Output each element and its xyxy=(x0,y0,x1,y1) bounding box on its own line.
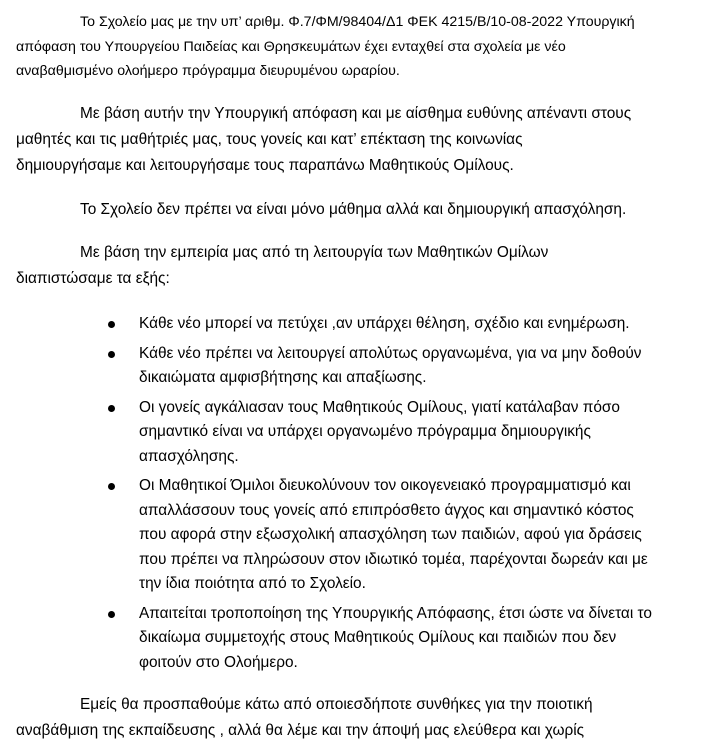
paragraph-line: δημιουργήσαμε και λειτουργήσαμε τους παραπάνω Μαθητικούς Ομίλους. xyxy=(16,157,514,174)
paragraph-line: διαπιστώσαμε τα εξής: xyxy=(16,270,170,287)
list-item xyxy=(0,474,720,597)
bullet-icon xyxy=(108,405,115,412)
list-item-line: Απαιτείται τροποποίηση της Υπουργικής Απόφασης, έτσι ώστε να δίνεται το xyxy=(139,604,652,622)
list-item xyxy=(0,602,720,676)
list-item-line: δικαιώματα αμφισβήτησης και απαξίωσης. xyxy=(139,369,427,386)
list-item-line: απασχόλησης. xyxy=(139,447,239,465)
paragraph-responsibility xyxy=(16,101,716,179)
list-item-line: που αφορά στην εξωσχολική απασχόληση των παιδιών, αφού για δράσεις xyxy=(139,526,642,543)
paragraph-line: Εμείς θα προσπαθούμε κάτω από οποιεσδήποτε συνθήκες για την ποιοτική xyxy=(80,696,593,713)
bullet-icon xyxy=(108,321,115,328)
paragraph-experience xyxy=(16,240,716,292)
paragraph-closing xyxy=(16,692,716,744)
paragraph-line: Με βάση την εμπειρία μας από τη λειτουργία των Μαθητικών Ομίλων xyxy=(80,244,549,261)
paragraph-line: απόφαση του Υπουργείου Παιδείας και Θρησκευμάτων έχει ενταχθεί στα σχολεία με νέο xyxy=(16,38,566,55)
list-item-line: Οι Μαθητικοί Όμιλοι διευκολύνουν τον οικογενειακό προγραμματισμό και xyxy=(139,477,631,494)
list-item xyxy=(0,396,720,470)
list-item-line: Κάθε νέο μπορεί να πετύχει ,αν υπάρχει θέληση, σχέδιο και ενημέρωση. xyxy=(139,315,630,332)
paragraph-line: Το Σχολείο μας με την υπ’ αριθμ. Φ.7/ΦΜ/98404/Δ1 ΦΕΚ 4215/Β/10-08-2022 Υπουργική xyxy=(80,14,635,30)
list-item-line: απαλλάσσουν τους γονείς από επιπρόσθετο άγχος και σημαντικό κόστος xyxy=(139,501,634,519)
paragraph-line: Με βάση αυτήν την Υπουργική απόφαση και με αίσθημα ευθύνης απέναντι στους xyxy=(80,105,632,122)
paragraph-ministerial-decision xyxy=(16,10,716,84)
list-item-line: φοιτούν στο Ολοήμερο. xyxy=(139,653,298,671)
list-item-line: Οι γονείς αγκάλιασαν τους Μαθητικούς Ομίλους, γιατί κατάλαβαν πόσο xyxy=(139,398,620,416)
bullet-icon xyxy=(108,351,115,358)
list-item-line: που πρέπει να πληρώσουν στον ιδιωτικό τομέα, παρέχονται δωρεάν και με xyxy=(139,550,648,568)
paragraph-line: αναβάθμιση της εκπαίδευσης , αλλά θα λέμε και την άποψή μας ελεύθερα και χωρίς xyxy=(16,722,585,739)
paragraph-school-purpose xyxy=(16,197,716,223)
paragraph-line: αναβαθμισμένο ολοήμερο πρόγραμμα διευρυμένου ωραρίου. xyxy=(16,63,400,79)
list-item-line: σημαντικό είναι να υπάρχει οργανωμένο πρόγραμμα δημιουργικής xyxy=(139,423,591,440)
bullet-icon xyxy=(108,611,115,618)
bullet-icon xyxy=(108,483,115,490)
list-item xyxy=(0,342,720,391)
list-item-line: Κάθε νέο πρέπει να λειτουργεί απολύτως οργανωμένα, για να μην δοθούν xyxy=(139,344,642,362)
paragraph-line: Το Σχολείο δεν πρέπει να είναι μόνο μάθημα αλλά και δημιουργική απασχόληση. xyxy=(80,201,627,218)
findings-bullet-list xyxy=(0,312,720,680)
list-item xyxy=(0,312,720,337)
paragraph-line: μαθητές και τις μαθήτριές μας, τους γονείς και κατ’ επέκταση της κοινωνίας xyxy=(16,131,523,148)
list-item-line: την ίδια ποιότητα από το Σχολείο. xyxy=(139,575,366,592)
list-item-line: δικαίωμα συμμετοχής στους Μαθητικούς Ομίλους και παιδιών που δεν xyxy=(139,629,617,646)
